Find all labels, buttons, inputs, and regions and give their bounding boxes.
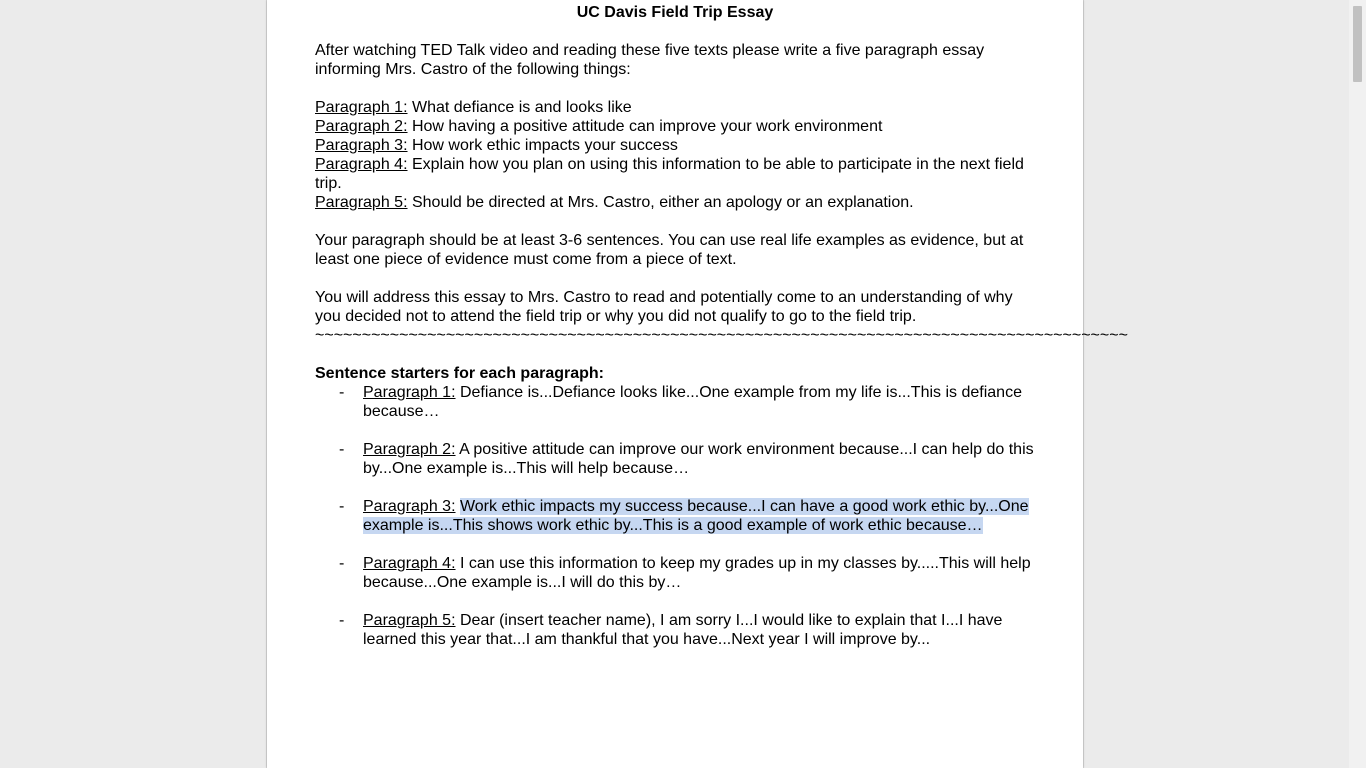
paragraph-5-line xyxy=(315,193,1035,212)
starter-1-text: Defiance is...Defiance looks like...One example from my life is...This is defiance because… xyxy=(363,384,1022,420)
starters-heading: Sentence starters for each paragraph: xyxy=(315,365,604,382)
paragraph-3-text: How work ethic impacts your success xyxy=(411,137,678,154)
paragraph-2-label: Paragraph 2: xyxy=(315,118,408,135)
paragraph-3-label: Paragraph 3: xyxy=(315,137,408,154)
paragraph-1-label: Paragraph 1: xyxy=(315,99,408,116)
starter-item-1 xyxy=(315,383,1035,421)
bullet-dash: - xyxy=(339,384,345,401)
paragraph-4-line xyxy=(315,155,1035,193)
address-note: You will address this essay to Mrs. Castro to read and potentially come to an understanding of why you decided not to attend the field trip or why you did not qualify to go to the field trip. xyxy=(315,289,1013,325)
starter-item-5 xyxy=(315,611,1035,649)
paragraph-3-line xyxy=(315,136,1035,155)
starter-1-label: Paragraph 1: xyxy=(363,384,456,401)
starter-2-text: A positive attitude can improve our work environment because...I can help do this by...One example is...This will help because… xyxy=(363,441,1034,477)
starter-3-text-selected: Work ethic impacts my success because...I can have a good work ethic by...One example is...This shows work ethic by...This is a good example of work ethic because… xyxy=(363,498,1029,534)
starter-3-label: Paragraph 3: xyxy=(363,498,456,515)
scrollbar-thumb[interactable] xyxy=(1353,6,1362,82)
document-title: UC Davis Field Trip Essay xyxy=(576,4,774,21)
bullet-dash: - xyxy=(339,498,345,515)
paragraph-4-text: Explain how you plan on using this information to be able to participate in the next field trip. xyxy=(315,156,1024,192)
paragraph-5-text: Should be directed at Mrs. Castro, either an apology or an explanation. xyxy=(411,194,914,211)
starter-4-text: I can use this information to keep my grades up in my classes by.....This will help because...One example is...I will do this by… xyxy=(363,555,1031,591)
paragraph-4-label: Paragraph 4: xyxy=(315,156,408,173)
intro-text: After watching TED Talk video and reading these five texts please write a five paragraph essay informing Mrs. Castro of the following things: xyxy=(315,42,985,78)
bullet-dash: - xyxy=(339,441,345,458)
vertical-scrollbar[interactable] xyxy=(1349,0,1366,768)
starter-item-3 xyxy=(315,497,1035,535)
paragraph-2-text: How having a positive attitude can improve your work environment xyxy=(411,118,883,135)
starter-2-label: Paragraph 2: xyxy=(363,441,456,458)
document-page[interactable] xyxy=(267,0,1128,768)
tilde-divider: ~~~~~~~~~~~~~~~~~~~~~~~~~~~~~~~~~~~~~~~~~~~~~~~~~~~~~~~~~~~~~~~~~~~~~~~~~~~~~~~~~~~~~~~ xyxy=(315,327,1128,344)
bullet-dash: - xyxy=(339,612,345,629)
paragraph-1-text: What defiance is and looks like xyxy=(411,99,632,116)
paragraph-5-label: Paragraph 5: xyxy=(315,194,408,211)
length-note: Your paragraph should be at least 3-6 sentences. You can use real life examples as evidence, but at least one piece of evidence must come from a piece of text. xyxy=(315,232,1024,268)
paragraph-1-line xyxy=(315,98,1035,117)
bullet-dash: - xyxy=(339,555,345,572)
starter-5-label: Paragraph 5: xyxy=(363,612,456,629)
document-body[interactable] xyxy=(315,3,1128,649)
starter-item-4 xyxy=(315,554,1035,592)
starter-4-label: Paragraph 4: xyxy=(363,555,456,572)
paragraph-2-line xyxy=(315,117,1035,136)
starter-item-2 xyxy=(315,440,1035,478)
starter-5-text: Dear (insert teacher name), I am sorry I...I would like to explain that I...I have learned this year that...I am thankful that you have...Next year I will improve by... xyxy=(363,612,1003,648)
